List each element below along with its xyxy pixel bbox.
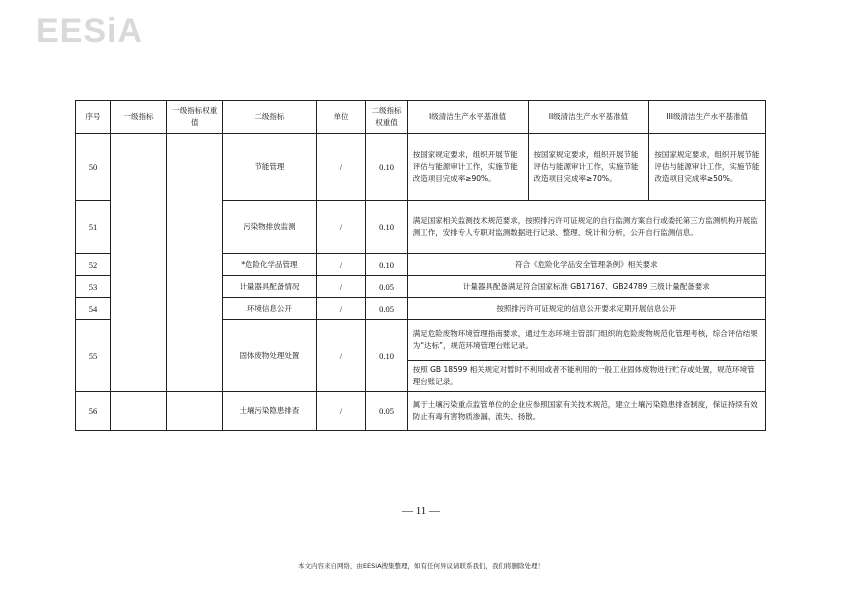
table-row xyxy=(76,134,766,201)
row-number: 51 xyxy=(76,201,111,254)
header-cell: 一级指标 xyxy=(110,101,166,134)
level1-weight-cell xyxy=(167,134,223,392)
weight-cell: 0.10 xyxy=(366,134,407,201)
footer-note: 本文内容来自网络，由EESiA搜集整理，如有任何异议请联系我们，我们将删除处理！ xyxy=(297,562,545,570)
weight-cell: 0.10 xyxy=(366,201,407,254)
level2-indicator: 计量器具配备情况 xyxy=(223,276,316,298)
row-number: 52 xyxy=(76,254,111,276)
unit-cell: / xyxy=(316,320,366,392)
level2-indicator: 节能管理 xyxy=(223,134,316,201)
unit-cell: / xyxy=(316,276,366,298)
level2-indicator: *危险化学品管理 xyxy=(223,254,316,276)
page-number: — 11 — xyxy=(401,505,441,517)
header-cell: III级清洁生产水平基准值 xyxy=(649,101,766,134)
header-cell: I级清洁生产水平基准值 xyxy=(407,101,528,134)
level1-weight-cell xyxy=(167,392,223,431)
unit-cell: / xyxy=(316,254,366,276)
level1-indicator-cell xyxy=(110,134,166,392)
benchmark-requirement: 计量器具配备满足符合国家标准 GB17167、GB24789 三级计量配备要求 xyxy=(407,276,765,298)
weight-cell: 0.05 xyxy=(366,276,407,298)
level2-indicator: 固体废物处理处置 xyxy=(223,320,316,392)
header-cell: II级清洁生产水平基准值 xyxy=(528,101,649,134)
unit-cell: / xyxy=(316,392,366,431)
benchmark-requirement: 满足危险废物环境管理指南要求，通过生态环境主管部门组织的危险废物规范化管理考核，综合评估结果为“达标”，规范环境管理台账记录。 xyxy=(407,320,765,361)
header-cell: 一级指标权重值 xyxy=(167,101,223,134)
weight-cell: 0.05 xyxy=(366,392,407,431)
level2-indicator: 污染物排放监测 xyxy=(223,201,316,254)
header-cell: 二级指标 xyxy=(223,101,316,134)
level2-indicator: 土壤污染隐患排查 xyxy=(223,392,316,431)
row-number: 54 xyxy=(76,298,111,320)
benchmark-requirement: 按照排污许可证规定的信息公开要求定期开展信息公开 xyxy=(407,298,765,320)
level3-benchmark: 按国家规定要求，组织开展节能评估与能源审计工作，实施节能改造项目完成率≥50%。 xyxy=(649,134,766,201)
weight-cell: 0.05 xyxy=(366,298,407,320)
header-cell: 二级指标权重值 xyxy=(366,101,407,134)
row-number: 55 xyxy=(76,320,111,392)
weight-cell: 0.10 xyxy=(366,320,407,392)
row-number: 50 xyxy=(76,134,111,201)
benchmark-requirement: 满足国家相关监测技术规范要求，按照排污许可证规定的自行监测方案自行或委托第三方监测机构开展监测工作，安排专人专职对监测数据进行记录、整理、统计和分析，公开自行监测信息。 xyxy=(407,201,765,254)
level1-benchmark: 按国家规定要求，组织开展节能评估与能源审计工作，实施节能改造项目完成率≥90%。 xyxy=(407,134,528,201)
benchmark-requirement: 属于土壤污染重点监管单位的企业应参照国家有关技术规范，建立土壤污染隐患排查制度，保证持续有效防止有毒有害物质渗漏、流失、扬散。 xyxy=(407,392,765,431)
benchmark-requirement: 符合《危险化学品安全管理条例》相关要求 xyxy=(407,254,765,276)
header-cell: 单位 xyxy=(316,101,366,134)
level2-benchmark: 按国家规定要求，组织开展节能评估与能源审计工作，实施节能改造项目完成率≥70%。 xyxy=(528,134,649,201)
unit-cell: / xyxy=(316,134,366,201)
level1-indicator-cell xyxy=(110,392,166,431)
unit-cell: / xyxy=(316,201,366,254)
row-number: 56 xyxy=(76,392,111,431)
indicator-table xyxy=(75,100,766,431)
table-header-row xyxy=(76,101,766,134)
unit-cell: / xyxy=(316,298,366,320)
row-number: 53 xyxy=(76,276,111,298)
table-row xyxy=(76,392,766,431)
weight-cell: 0.10 xyxy=(366,254,407,276)
header-cell: 序号 xyxy=(76,101,111,134)
eesia-logo: EESiA xyxy=(36,12,144,50)
level2-indicator: 环境信息公开 xyxy=(223,298,316,320)
benchmark-requirement: 按照 GB 18599 相关规定对暂时不利用或者不能利用的一般工业固体废物进行贮存或处置，规范环境管理台账记录。 xyxy=(407,361,765,392)
